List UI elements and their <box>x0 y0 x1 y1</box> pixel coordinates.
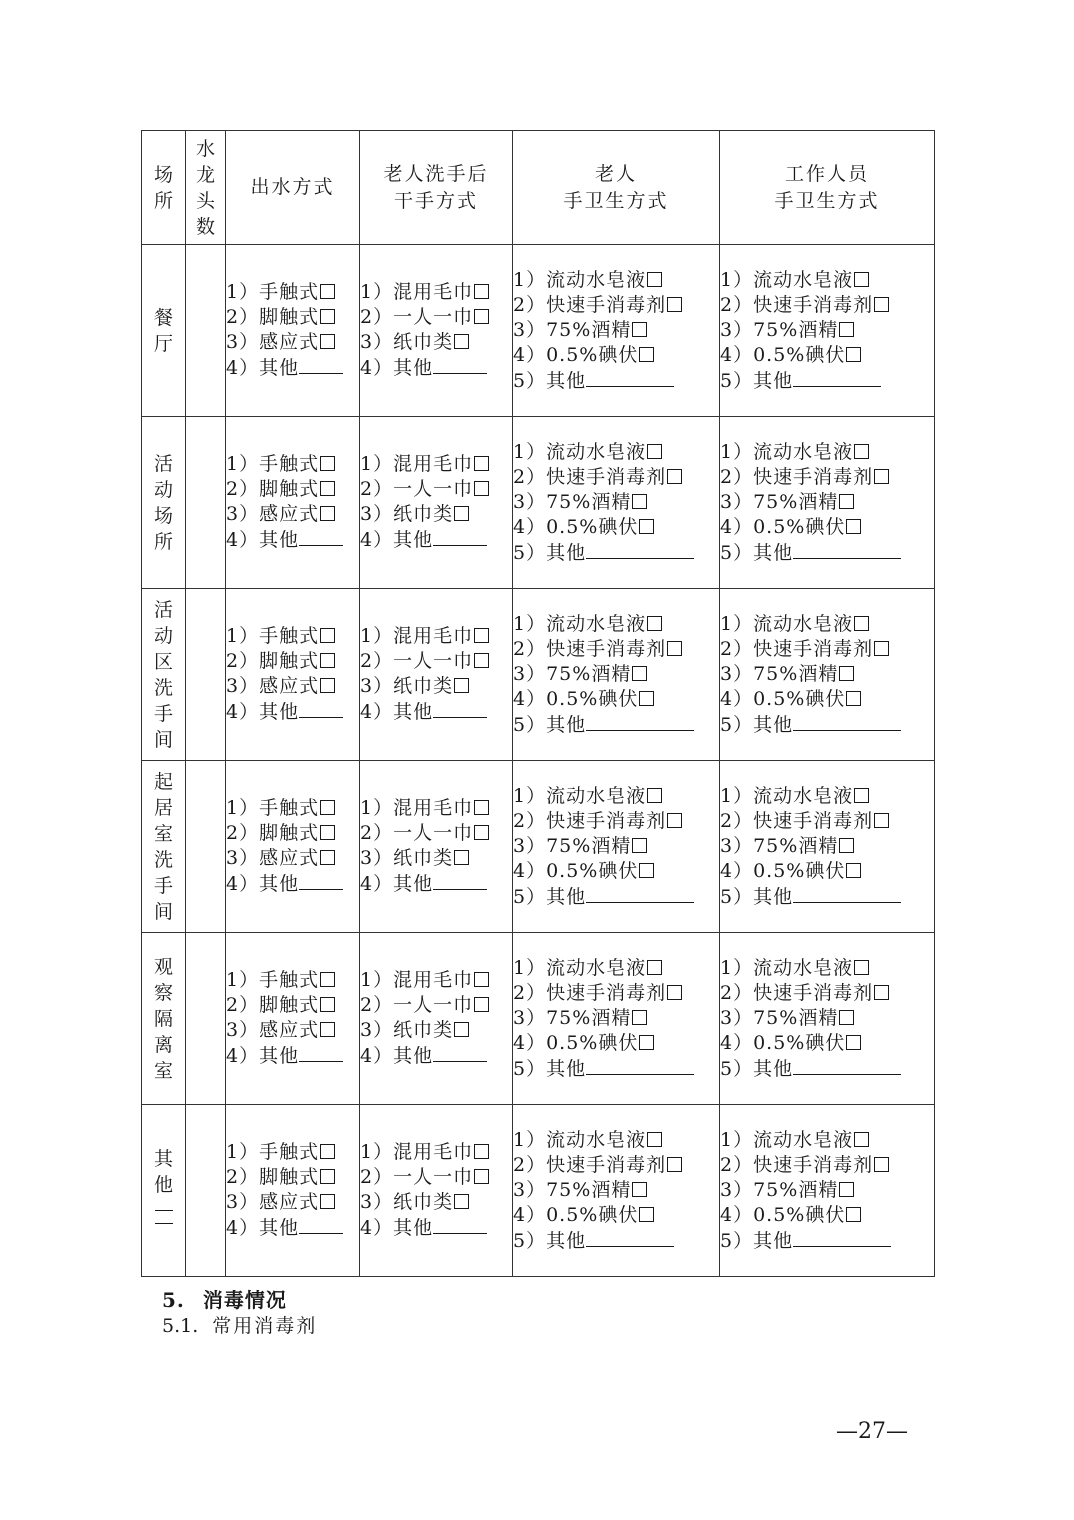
option-item: 3）75%酒精 <box>720 662 934 687</box>
option-item: 3）感应式 <box>226 1190 359 1215</box>
col-elder-cell <box>513 589 720 761</box>
option-item: 1）混用毛巾 <box>360 452 512 477</box>
option-item: 3）75%酒精 <box>513 1006 719 1031</box>
checkbox[interactable] <box>846 1207 861 1222</box>
blank-line[interactable] <box>299 871 343 890</box>
option-item: 1）流动水皂液 <box>513 440 719 465</box>
checkbox[interactable] <box>874 469 889 484</box>
option-item: 1）流动水皂液 <box>720 956 934 981</box>
option-item: 3）75%酒精 <box>513 662 719 687</box>
option-item: 4）0.5%碘伏 <box>513 859 719 884</box>
checkbox[interactable] <box>474 825 489 840</box>
header-outlet-method: 出水方式 <box>226 131 360 245</box>
option-item: 2）脚触式 <box>226 1165 359 1190</box>
row-place: 餐 厅 <box>142 245 186 417</box>
option-item: 3）纸巾类 <box>360 502 512 527</box>
checkbox[interactable] <box>454 1194 469 1209</box>
checkbox[interactable] <box>839 322 854 337</box>
tap-count-cell[interactable] <box>186 1105 226 1277</box>
table-row <box>142 761 935 933</box>
option-item: 2）脚触式 <box>226 821 359 846</box>
option-item: 2）快速手消毒剂 <box>513 293 719 318</box>
option-item: 2）快速手消毒剂 <box>720 637 934 662</box>
col-staff-cell <box>720 417 935 589</box>
checkbox[interactable] <box>320 800 335 815</box>
option-item: 4）0.5%碘伏 <box>720 1203 934 1228</box>
header-staff-hand-hygiene: 工作人员 手卫生方式 <box>720 131 935 245</box>
checkbox[interactable] <box>647 960 662 975</box>
blank-line[interactable] <box>299 355 343 374</box>
option-item: 2）快速手消毒剂 <box>513 981 719 1006</box>
option-item: 4）其他 <box>360 1215 512 1241</box>
option-item: 4）其他 <box>360 871 512 897</box>
option-item: 1）手触式 <box>226 624 359 649</box>
blank-line[interactable] <box>433 1215 487 1234</box>
checkbox[interactable] <box>854 444 869 459</box>
option-item: 4）0.5%碘伏 <box>720 343 934 368</box>
checkbox[interactable] <box>846 863 861 878</box>
checkbox[interactable] <box>647 616 662 631</box>
header-hand-drying-method: 老人洗手后 干手方式 <box>360 131 513 245</box>
option-item: 5）其他 <box>720 368 934 394</box>
checkbox[interactable] <box>846 347 861 362</box>
col-staff-cell <box>720 933 935 1105</box>
option-item: 4）0.5%碘伏 <box>720 687 934 712</box>
option-item: 2）快速手消毒剂 <box>720 293 934 318</box>
checkbox[interactable] <box>474 309 489 324</box>
checkbox[interactable] <box>667 469 682 484</box>
option-item: 1）手触式 <box>226 968 359 993</box>
checkbox[interactable] <box>454 506 469 521</box>
checkbox[interactable] <box>474 997 489 1012</box>
option-item: 1）流动水皂液 <box>513 784 719 809</box>
checkbox[interactable] <box>320 284 335 299</box>
checkbox[interactable] <box>320 972 335 987</box>
option-item: 4）0.5%碘伏 <box>720 515 934 540</box>
option-item: 2）一人一巾 <box>360 477 512 502</box>
col-outlet-cell <box>226 245 360 417</box>
option-item: 4）其他 <box>226 527 359 553</box>
checkbox[interactable] <box>854 788 869 803</box>
option-item: 1）流动水皂液 <box>513 956 719 981</box>
col-outlet-cell <box>226 761 360 933</box>
blank-line[interactable] <box>299 1215 343 1234</box>
blank-line[interactable] <box>586 540 694 559</box>
header-row <box>142 131 935 245</box>
option-item: 1）混用毛巾 <box>360 968 512 993</box>
option-item: 4）0.5%碘伏 <box>513 687 719 712</box>
checkbox[interactable] <box>474 481 489 496</box>
checkbox[interactable] <box>632 494 647 509</box>
option-item: 3）75%酒精 <box>720 834 934 859</box>
option-item: 4）其他 <box>360 527 512 553</box>
blank-line[interactable] <box>793 884 901 903</box>
checkbox[interactable] <box>639 519 654 534</box>
option-item: 5）其他 <box>720 1056 934 1082</box>
option-item: 4）0.5%碘伏 <box>720 1031 934 1056</box>
col-elder-cell <box>513 1105 720 1277</box>
checkbox[interactable] <box>667 641 682 656</box>
checkbox[interactable] <box>474 653 489 668</box>
blank-line[interactable] <box>155 1210 173 1211</box>
blank-line[interactable] <box>793 368 881 387</box>
option-item: 3）75%酒精 <box>720 318 934 343</box>
checkbox[interactable] <box>320 1169 335 1184</box>
option-item: 4）0.5%碘伏 <box>513 1203 719 1228</box>
checkbox[interactable] <box>320 506 335 521</box>
checkbox[interactable] <box>454 850 469 865</box>
row-place: 观 察 隔 离 室 <box>142 933 186 1105</box>
blank-line[interactable] <box>299 1043 343 1062</box>
col-outlet-cell <box>226 1105 360 1277</box>
option-item: 1）流动水皂液 <box>720 784 934 809</box>
option-item: 2）一人一巾 <box>360 821 512 846</box>
option-item: 5）其他 <box>720 884 934 910</box>
checkbox[interactable] <box>874 985 889 1000</box>
option-item: 2）一人一巾 <box>360 649 512 674</box>
option-item: 2）脚触式 <box>226 305 359 330</box>
checkbox[interactable] <box>632 1010 647 1025</box>
checkbox[interactable] <box>474 284 489 299</box>
option-item: 3）75%酒精 <box>513 834 719 859</box>
checkbox[interactable] <box>320 628 335 643</box>
col-dry-cell <box>360 933 513 1105</box>
row-place: 起 居 室 洗 手 间 <box>142 761 186 933</box>
option-item: 3）感应式 <box>226 330 359 355</box>
page-number: —27— <box>836 1419 908 1444</box>
checkbox[interactable] <box>320 1194 335 1209</box>
checkbox[interactable] <box>474 1144 489 1159</box>
option-item: 4）0.5%碘伏 <box>513 1031 719 1056</box>
option-item: 5）其他 <box>513 368 719 394</box>
option-item: 3）75%酒精 <box>513 1178 719 1203</box>
checkbox[interactable] <box>667 297 682 312</box>
option-item: 2）快速手消毒剂 <box>720 809 934 834</box>
blank-line[interactable] <box>433 527 487 546</box>
option-item: 3）纸巾类 <box>360 1018 512 1043</box>
tap-count-cell[interactable] <box>186 417 226 589</box>
option-item: 5）其他 <box>513 1228 719 1254</box>
blank-line[interactable] <box>586 884 694 903</box>
checkbox[interactable] <box>320 678 335 693</box>
option-item: 4）其他 <box>226 355 359 381</box>
option-item: 3）75%酒精 <box>720 1178 934 1203</box>
option-item: 4）其他 <box>360 699 512 725</box>
checkbox[interactable] <box>874 813 889 828</box>
option-item: 4）0.5%碘伏 <box>513 515 719 540</box>
option-item: 2）快速手消毒剂 <box>720 465 934 490</box>
col-elder-cell <box>513 933 720 1105</box>
option-item: 1）混用毛巾 <box>360 1140 512 1165</box>
checkbox[interactable] <box>667 813 682 828</box>
blank-line[interactable] <box>793 1228 891 1247</box>
checkbox[interactable] <box>846 691 861 706</box>
checkbox[interactable] <box>632 322 647 337</box>
blank-line[interactable] <box>299 527 343 546</box>
checkbox[interactable] <box>647 788 662 803</box>
option-item: 5）其他 <box>513 540 719 566</box>
option-item: 2）快速手消毒剂 <box>513 1153 719 1178</box>
checkbox[interactable] <box>320 309 335 324</box>
blank-line[interactable] <box>155 1223 173 1224</box>
option-item: 1）流动水皂液 <box>513 612 719 637</box>
checkbox[interactable] <box>839 838 854 853</box>
option-item: 1）流动水皂液 <box>720 1128 934 1153</box>
option-item: 1）流动水皂液 <box>513 268 719 293</box>
option-item: 3）75%酒精 <box>513 490 719 515</box>
checkbox[interactable] <box>854 616 869 631</box>
option-item: 1）手触式 <box>226 452 359 477</box>
option-item: 2）脚触式 <box>226 477 359 502</box>
col-outlet-cell <box>226 589 360 761</box>
checkbox[interactable] <box>874 1157 889 1172</box>
option-item: 3）感应式 <box>226 502 359 527</box>
checkbox[interactable] <box>320 481 335 496</box>
tap-count-cell[interactable] <box>186 245 226 417</box>
checkbox[interactable] <box>320 334 335 349</box>
option-item: 2）一人一巾 <box>360 993 512 1018</box>
option-item: 2）一人一巾 <box>360 1165 512 1190</box>
hand-hygiene-survey-table <box>141 130 935 1277</box>
checkbox[interactable] <box>854 1132 869 1147</box>
col-dry-cell <box>360 761 513 933</box>
col-dry-cell <box>360 1105 513 1277</box>
col-staff-cell <box>720 1105 935 1277</box>
table-row <box>142 589 935 761</box>
checkbox[interactable] <box>639 1035 654 1050</box>
checkbox[interactable] <box>632 1182 647 1197</box>
option-item: 1）手触式 <box>226 280 359 305</box>
checkbox[interactable] <box>454 678 469 693</box>
checkbox[interactable] <box>320 825 335 840</box>
blank-line[interactable] <box>433 699 487 718</box>
col-staff-cell <box>720 761 935 933</box>
row-place: 活 动 场 所 <box>142 417 186 589</box>
col-elder-cell <box>513 417 720 589</box>
option-item: 1）混用毛巾 <box>360 280 512 305</box>
option-item: 3）75%酒精 <box>513 318 719 343</box>
checkbox[interactable] <box>639 1207 654 1222</box>
checkbox[interactable] <box>839 666 854 681</box>
option-item: 4）其他 <box>360 355 512 381</box>
option-item: 5）其他 <box>513 884 719 910</box>
option-item: 2）快速手消毒剂 <box>513 637 719 662</box>
option-item: 5）其他 <box>720 1228 934 1254</box>
col-dry-cell <box>360 589 513 761</box>
option-item: 3）75%酒精 <box>720 490 934 515</box>
checkbox[interactable] <box>639 347 654 362</box>
option-item: 3）纸巾类 <box>360 674 512 699</box>
blank-line[interactable] <box>793 540 901 559</box>
row-place: 其 他 <box>142 1105 186 1277</box>
option-item: 2）脚触式 <box>226 993 359 1018</box>
option-item: 3）感应式 <box>226 1018 359 1043</box>
checkbox[interactable] <box>647 272 662 287</box>
checkbox[interactable] <box>320 1144 335 1159</box>
checkbox[interactable] <box>474 456 489 471</box>
option-item: 1）手触式 <box>226 1140 359 1165</box>
checkbox[interactable] <box>320 997 335 1012</box>
blank-line[interactable] <box>433 871 487 890</box>
option-item: 3）纸巾类 <box>360 846 512 871</box>
checkbox[interactable] <box>839 494 854 509</box>
checkbox[interactable] <box>639 863 654 878</box>
option-item: 2）快速手消毒剂 <box>513 465 719 490</box>
header-elder-hand-hygiene: 老人 手卫生方式 <box>513 131 720 245</box>
option-item: 4）其他 <box>360 1043 512 1069</box>
option-item: 5）其他 <box>720 712 934 738</box>
option-item: 3）75%酒精 <box>720 1006 934 1031</box>
checkbox[interactable] <box>846 519 861 534</box>
option-item: 4）其他 <box>226 871 359 897</box>
option-item: 3）感应式 <box>226 674 359 699</box>
option-item: 2）快速手消毒剂 <box>513 809 719 834</box>
checkbox[interactable] <box>632 666 647 681</box>
col-dry-cell <box>360 417 513 589</box>
header-tap-count: 水 龙 头 数 <box>186 131 226 245</box>
col-staff-cell <box>720 589 935 761</box>
table-row <box>142 1105 935 1277</box>
col-outlet-cell <box>226 933 360 1105</box>
option-item: 3）感应式 <box>226 846 359 871</box>
option-item: 1）混用毛巾 <box>360 796 512 821</box>
option-item: 3）纸巾类 <box>360 1190 512 1215</box>
blank-line[interactable] <box>586 1056 694 1075</box>
col-elder-cell <box>513 245 720 417</box>
subsection-heading: 5.1. 常用消毒剂 <box>162 1315 318 1337</box>
checkbox[interactable] <box>839 1182 854 1197</box>
option-item: 3）纸巾类 <box>360 330 512 355</box>
blank-line[interactable] <box>433 355 487 374</box>
blank-line[interactable] <box>299 699 343 718</box>
checkbox[interactable] <box>874 641 889 656</box>
option-item: 5）其他 <box>720 540 934 566</box>
col-outlet-cell <box>226 417 360 589</box>
checkbox[interactable] <box>647 444 662 459</box>
checkbox[interactable] <box>474 628 489 643</box>
table-row <box>142 933 935 1105</box>
checkbox[interactable] <box>667 1157 682 1172</box>
checkbox[interactable] <box>854 272 869 287</box>
option-item: 4）0.5%碘伏 <box>513 343 719 368</box>
checkbox[interactable] <box>474 972 489 987</box>
blank-line[interactable] <box>793 1056 901 1075</box>
checkbox[interactable] <box>667 985 682 1000</box>
tap-count-cell[interactable] <box>186 933 226 1105</box>
option-item: 4）0.5%碘伏 <box>720 859 934 884</box>
blank-line[interactable] <box>586 712 694 731</box>
option-item: 1）流动水皂液 <box>720 612 934 637</box>
checkbox[interactable] <box>846 1035 861 1050</box>
header-place: 场 所 <box>142 131 186 245</box>
option-item: 1）流动水皂液 <box>720 440 934 465</box>
section-heading: 5. 消毒情况 <box>162 1288 287 1312</box>
checkbox[interactable] <box>320 456 335 471</box>
checkbox[interactable] <box>454 334 469 349</box>
checkbox[interactable] <box>839 1010 854 1025</box>
option-item: 2）快速手消毒剂 <box>720 981 934 1006</box>
option-item: 1）流动水皂液 <box>720 268 934 293</box>
option-item: 5）其他 <box>513 712 719 738</box>
option-item: 4）其他 <box>226 1043 359 1069</box>
col-elder-cell <box>513 761 720 933</box>
checkbox[interactable] <box>874 297 889 312</box>
checkbox[interactable] <box>320 850 335 865</box>
tap-count-cell[interactable] <box>186 589 226 761</box>
option-item: 4）其他 <box>226 1215 359 1241</box>
blank-line[interactable] <box>586 1228 674 1247</box>
option-item: 2）一人一巾 <box>360 305 512 330</box>
checkbox[interactable] <box>454 1022 469 1037</box>
checkbox[interactable] <box>647 1132 662 1147</box>
option-item: 4）其他 <box>226 699 359 725</box>
col-dry-cell <box>360 245 513 417</box>
blank-line[interactable] <box>793 712 901 731</box>
checkbox[interactable] <box>854 960 869 975</box>
option-item: 2）脚触式 <box>226 649 359 674</box>
checkbox[interactable] <box>639 691 654 706</box>
checkbox[interactable] <box>632 838 647 853</box>
row-place: 活 动 区 洗 手 间 <box>142 589 186 761</box>
checkbox[interactable] <box>320 1022 335 1037</box>
blank-line[interactable] <box>433 1043 487 1062</box>
table-row <box>142 245 935 417</box>
option-item: 5）其他 <box>513 1056 719 1082</box>
table-row <box>142 417 935 589</box>
tap-count-cell[interactable] <box>186 761 226 933</box>
checkbox[interactable] <box>320 653 335 668</box>
blank-line[interactable] <box>586 368 674 387</box>
checkbox[interactable] <box>474 800 489 815</box>
option-item: 2）快速手消毒剂 <box>720 1153 934 1178</box>
checkbox[interactable] <box>474 1169 489 1184</box>
option-item: 1）混用毛巾 <box>360 624 512 649</box>
col-staff-cell <box>720 245 935 417</box>
option-item: 1）手触式 <box>226 796 359 821</box>
option-item: 1）流动水皂液 <box>513 1128 719 1153</box>
